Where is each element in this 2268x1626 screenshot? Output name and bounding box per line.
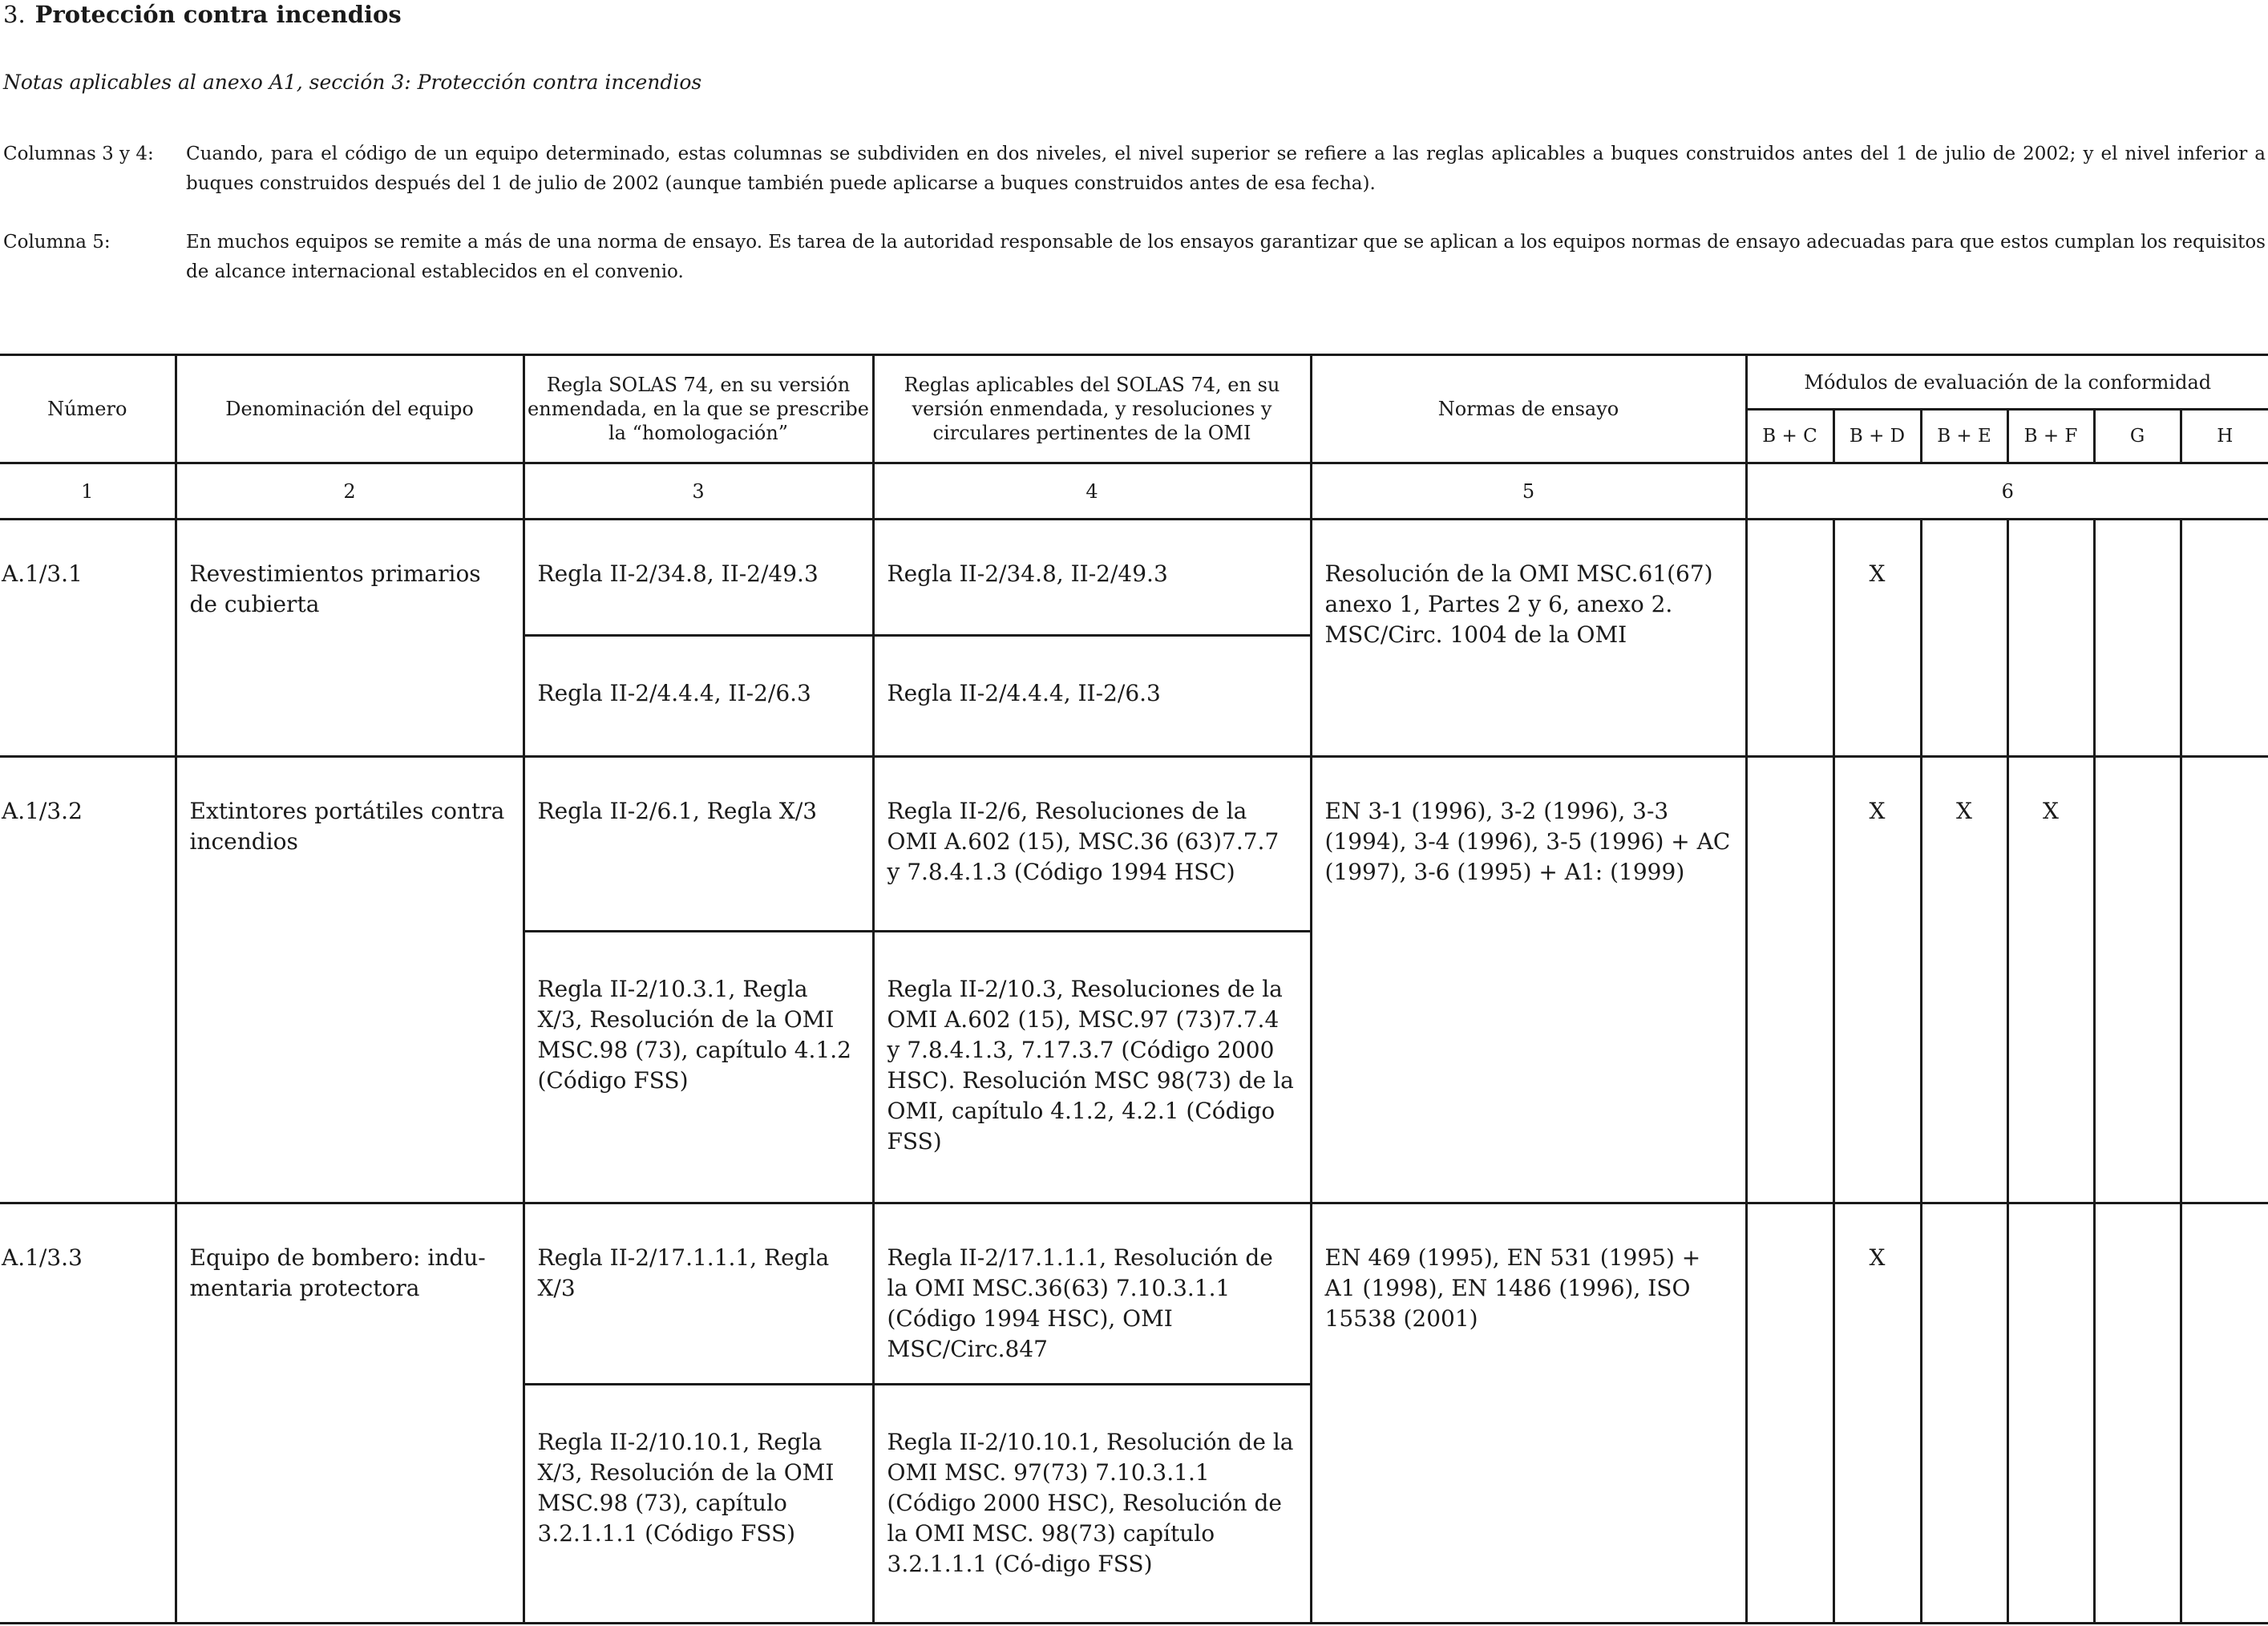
mark-text [1922, 1204, 2007, 1243]
mark-text [2009, 520, 2093, 559]
row-regla [524, 932, 873, 1203]
note-text: En muchos equipos se remite a más de una norma de ensayo. Es tarea de la autoridad responsable de los ensayos garantizar que se aplican a los equipos normas de ensayo adecuadas para que estos cumplan los requisitos de alcance internacional establecidos en el convenio. [186, 232, 2266, 282]
row-normas [1311, 757, 1746, 1203]
row-mark-bd [1833, 520, 1921, 757]
row-mark-bd [1833, 1203, 1921, 1624]
row-aplicables [873, 932, 1311, 1203]
row-regla [524, 757, 873, 932]
row-mark-be [1921, 520, 2007, 757]
section-number: 3. [3, 1, 26, 28]
row-regla-text: Regla II-2/6.1, Regla X/3 [537, 798, 818, 824]
row-aplicables [873, 636, 1311, 757]
row-mark-g [2094, 520, 2181, 757]
row-denominacion [176, 757, 524, 1203]
row-mark-bd [1833, 757, 1921, 1203]
row-denominacion [176, 1203, 524, 1624]
table-row [0, 1203, 2268, 1385]
mark-text [2182, 1204, 2268, 1243]
note-columnas-3-4 [3, 140, 2266, 199]
mark-text: X [1869, 798, 1886, 824]
row-aplicables [873, 757, 1311, 932]
mark-text [2182, 758, 2268, 796]
row-aplicables-text: Regla II-2/34.8, II-2/49.3 [887, 560, 1168, 587]
row-regla [524, 520, 873, 636]
mark-text: X [1956, 798, 1972, 824]
row-mark-g [2094, 1203, 2181, 1624]
mark-text: X [1869, 1244, 1886, 1271]
notes-title: Notas aplicables al anexo A1, sección 3: Protección contra incendios [3, 71, 702, 94]
header-module-bf: B + F [2007, 410, 2094, 463]
row-aplicables [873, 1385, 1311, 1624]
row-denominacion-text: Extintores portátiles contra incendios [189, 798, 505, 855]
mark-text: X [2043, 798, 2059, 824]
header-reglas-aplicables: Reglas aplicables del SOLAS 74, en su versión enmendada, y resoluciones y circulares pertinentes de la OMI [873, 355, 1311, 463]
row-aplicables-text: Regla II-2/4.4.4, II-2/6.3 [887, 680, 1161, 706]
mark-text [2096, 1204, 2180, 1243]
header-module-bd: B + D [1833, 410, 1921, 463]
section-heading [3, 0, 402, 29]
header-modulos: Módulos de evaluación de la conformidad [1746, 355, 2268, 410]
header-module-h: H [2181, 410, 2268, 463]
row-aplicables [873, 520, 1311, 636]
header-module-g: G [2094, 410, 2181, 463]
column-number-row [0, 463, 2268, 520]
row-regla-text: Regla II-2/34.8, II-2/49.3 [537, 560, 819, 587]
row-regla-text: Regla II-2/17.1.1.1, Regla X/3 [537, 1244, 830, 1301]
row-aplicables-text: Regla II-2/17.1.1.1, Resolución de la OMI MSC.36(63) 7.10.3.1.1 (Código 1994 HSC), OMI MSC/Circ.847 [887, 1244, 1273, 1362]
row-aplicables-text: Regla II-2/10.3, Resoluciones de la OMI A.602 (15), MSC.97 (73)7.7.4 y 7.8.4.1.3, 7.17.3.7 (Código 2000 HSC). Resolución MSC 98(73) de la OMI, capítulo 4.1.2, 4.2.1 (Código FSS) [887, 976, 1294, 1155]
column-number: 6 [1746, 463, 2268, 520]
row-mark-h [2181, 520, 2268, 757]
column-number: 2 [176, 463, 524, 520]
row-mark-bf [2007, 520, 2094, 757]
row-mark-bc [1746, 1203, 1833, 1624]
table-row [0, 520, 2268, 636]
row-normas-text: EN 3-1 (1996), 3-2 (1996), 3-3 (1994), 3-4 (1996), 3-5 (1996) + AC (1997), 3-6 (1995) + A1: (1999) [1324, 798, 1731, 885]
mark-text [1748, 758, 1833, 796]
row-mark-bf [2007, 1203, 2094, 1624]
row-regla-text: Regla II-2/4.4.4, II-2/6.3 [537, 680, 811, 706]
mark-text [1748, 520, 1833, 559]
column-number: 5 [1311, 463, 1746, 520]
row-mark-be [1921, 1203, 2007, 1624]
row-aplicables-text: Regla II-2/10.10.1, Resolución de la OMI MSC. 97(73) 7.10.3.1.1 (Código 2000 HSC), Resolución de la OMI MSC. 98(73) capítulo 3.2.1.1.1 (Có-digo FSS) [887, 1429, 1294, 1577]
row-normas [1311, 520, 1746, 757]
mark-text [2182, 520, 2268, 559]
column-number: 3 [524, 463, 873, 520]
row-normas-text: EN 469 (1995), EN 531 (1995) + A1 (1998), EN 1486 (1996), ISO 15538 (2001) [1324, 1244, 1701, 1332]
equipment-table [0, 354, 2268, 1624]
note-label: Columna 5: [3, 232, 111, 253]
row-regla-text: Regla II-2/10.3.1, Regla X/3, Resolución de la OMI MSC.98 (73), capítulo 4.1.2 (Código FSS) [537, 976, 851, 1094]
row-numero-text: A.1/3.2 [2, 798, 83, 824]
row-mark-h [2181, 1203, 2268, 1624]
table-header-row [0, 355, 2268, 410]
mark-text [1748, 1204, 1833, 1243]
header-module-bc: B + C [1746, 410, 1833, 463]
header-regla-solas: Regla SOLAS 74, en su versión enmendada, en la que se prescribe la “homologación” [524, 355, 873, 463]
row-mark-be [1921, 757, 2007, 1203]
row-numero [0, 757, 176, 1203]
row-numero [0, 1203, 176, 1624]
section-title: Protección contra incendios [34, 1, 402, 28]
row-mark-bc [1746, 520, 1833, 757]
row-numero-text: A.1/3.3 [2, 1244, 83, 1271]
row-regla [524, 1385, 873, 1624]
table-row [0, 757, 2268, 932]
header-normas: Normas de ensayo [1311, 355, 1746, 463]
row-denominacion-text: Equipo de bombero: indu-mentaria protectora [189, 1244, 486, 1301]
row-numero-text: A.1/3.1 [2, 560, 83, 587]
row-normas-text: Resolución de la OMI MSC.61(67) anexo 1, Partes 2 y 6, anexo 2. MSC/Circ. 1004 de la OMI [1324, 560, 1713, 648]
header-denominacion: Denominación del equipo [176, 355, 524, 463]
row-mark-h [2181, 757, 2268, 1203]
row-normas [1311, 1203, 1746, 1624]
row-mark-bc [1746, 757, 1833, 1203]
row-denominacion-text: Revestimientos primarios de cubierta [189, 560, 481, 617]
note-label: Columnas 3 y 4: [3, 144, 154, 164]
note-text: Cuando, para el código de un equipo determinado, estas columnas se subdividen en dos niveles, el nivel superior se refiere a las reglas aplicables a buques construidos antes del 1 de julio de 2002; y el nivel inferior a buques construidos después del 1 de julio de 2002 (aunque también puede aplicarse a buques construidos antes de esa fecha). [186, 144, 2266, 194]
row-regla [524, 1203, 873, 1385]
row-numero [0, 520, 176, 757]
mark-text [1922, 520, 2007, 559]
row-mark-bf [2007, 757, 2094, 1203]
row-denominacion [176, 520, 524, 757]
column-number: 1 [0, 463, 176, 520]
row-aplicables [873, 1203, 1311, 1385]
column-number: 4 [873, 463, 1311, 520]
row-regla [524, 636, 873, 757]
row-mark-g [2094, 757, 2181, 1203]
mark-text [2096, 520, 2180, 559]
mark-text [2009, 1204, 2093, 1243]
note-columna-5 [3, 228, 2266, 287]
header-module-be: B + E [1921, 410, 2007, 463]
mark-text [2096, 758, 2180, 796]
row-regla-text: Regla II-2/10.10.1, Regla X/3, Resolución de la OMI MSC.98 (73), capítulo 3.2.1.1.1 (Código FSS) [537, 1429, 835, 1547]
mark-text: X [1869, 560, 1886, 587]
row-aplicables-text: Regla II-2/6, Resoluciones de la OMI A.602 (15), MSC.36 (63)7.7.7 y 7.8.4.1.3 (Código 1994 HSC) [887, 798, 1280, 885]
header-numero: Número [0, 355, 176, 463]
